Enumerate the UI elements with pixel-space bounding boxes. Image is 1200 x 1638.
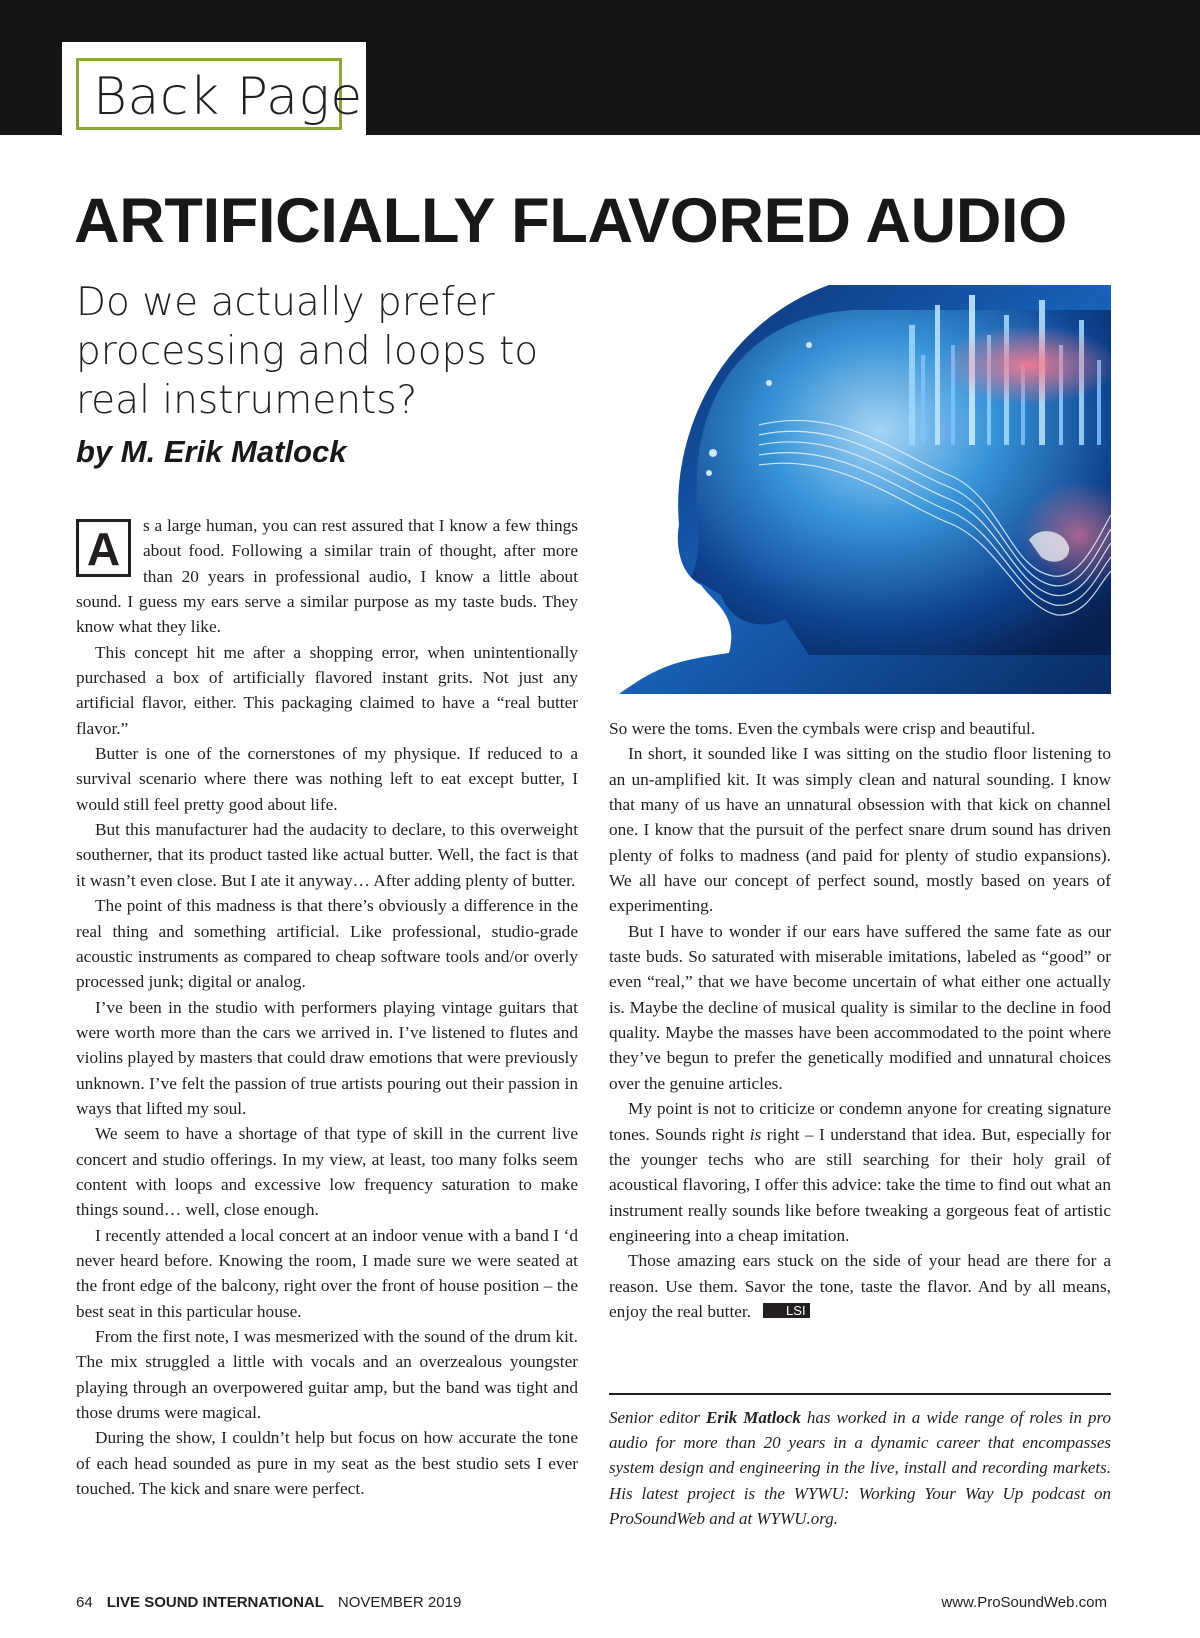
end-mark: LSI (763, 1303, 810, 1318)
page-number: 64 (76, 1594, 93, 1611)
point-text-before: My point is not to criticize or condemn anyone for creating signature tones. Sounds right (609, 1099, 1111, 1144)
paragraph-continuation: So were the toms. Even the cymbals were crisp and beautiful. (609, 719, 1036, 738)
bio-prefix: Senior editor (609, 1408, 707, 1427)
final-paragraph-text: Those amazing ears stuck on the side of your head are there for a reason. Use them. Savor the tone, taste the flavor. And by all means, enjoy the real butter. (609, 1251, 1111, 1321)
paragraph: I recently attended a local concert at an indoor venue with a band I ‘d never heard before. Knowing the room, I made sure we were seated at the front edge of the balcony, right over the front of house position – the best seat in this particular house. (76, 1225, 578, 1321)
paragraph: The point of this madness is that there’s obviously a difference in the real thing and something artificial. Like professional, studio-grade acoustic instruments as compared to cheap software tools and/or overly processed junk; digital or analog. (76, 896, 578, 992)
paragraph-final (609, 1248, 1111, 1324)
section-tab (62, 42, 366, 138)
article-byline: by M. Erik Matlock (76, 434, 347, 469)
magazine-name: LIVE SOUND INTERNATIONAL (106, 1594, 324, 1611)
paragraph-point (609, 1096, 1111, 1248)
footer-left (76, 1593, 461, 1613)
paragraph: But I have to wonder if our ears have suffered the same fate as our taste buds. So saturated with miserable imitations, labeled as “good” or even “real,” that we have become uncertain of what either one actually is. Maybe the decline of musical quality is similar to the decline in food quality. Maybe the masses have been accommodated to the point where they’ve begun to prefer the genetically modified and unnatural choices over the genuine articles. (609, 921, 1111, 1093)
paragraph: But this manufacturer had the audacity to declare, to this overweight southerner, that its product tasted like actual butter. Well, the fact is that it wasn’t even close. But I ate it anyway… After adding plenty of butter. (76, 820, 578, 890)
paragraph: I’ve been in the studio with performers playing vintage guitars that were worth more than the cars we arrived in. I’ve listened to flutes and violins played by masters that could draw emotions that were previously unknown. I’ve felt the passion of true artists pouring out their passion in ways that lifted my soul. (76, 997, 578, 1118)
author-bio (609, 1405, 1111, 1531)
paragraph: We seem to have a shortage of that type of skill in the current live concert and studio offerings. In my view, at least, too many folks seem content with loops and excessive low frequency saturation to make things sound… well, close enough. (76, 1124, 578, 1220)
paragraph: In short, it sounded like I was sitting on the studio floor listening to an un-amplified kit. It was simply clean and natural sounding. I know that many of us have an unnatural obsession with that kick on channel one. I know that the pursuit of the perfect snare drum sound has driven plenty of folks to madness (and paid for plenty of studio expansions). We all have our concept of perfect sound, mostly based on years of experimenting. (609, 744, 1111, 916)
paragraph-opening (76, 513, 578, 640)
point-emphasis: is (749, 1124, 762, 1144)
footer-website[interactable]: www.ProSoundWeb.com (941, 1594, 1107, 1611)
paragraph-opening-text: s a large human, you can rest assured that I know a few things about food. Following a similar train of thought, after more than 20 years in professional audio, I know a little about sound. I guess my ears serve a similar purpose as my taste buds. They know what they like. (76, 516, 578, 637)
point-text-after: right – I understand that idea. But, especially for the younger techs who are still searching for their holy grail of acoustical flavoring, I offer this advice: take the time to find out what an instrument really sounds like before tweaking a gorgeous feat of artistic engineering into a cheap imitation. (609, 1124, 1111, 1245)
paragraph: During the show, I couldn’t help but focus on how accurate the tone of each head sounded as pure in my seat as the best studio sets I ever touched. The kick and snare were perfect. (76, 1428, 578, 1499)
paragraph: Butter is one of the cornerstones of my physique. If reduced to a survival scenario where there was nothing left to eat except butter, I would still feel pretty good about life. (76, 744, 578, 814)
paragraph: From the first note, I was mesmerized with the sound of the drum kit. The mix struggled a little with vocals and an overzealous youngster playing through an overpowered guitar amp, but the band was tight and those drums were magical. (76, 1327, 578, 1423)
article-column-left (76, 513, 578, 1501)
section-label: Back Page (76, 58, 342, 130)
drop-cap: A (76, 519, 131, 577)
bio-text: has worked in a wide range of roles in pro audio for more than 20 years in a dynamic career that encompasses system design and engineering in the live, install and recording markets. His latest project is the WYWU: Working Your Way Up podcast on ProSoundWeb and at WYWU.org. (609, 1408, 1111, 1528)
bio-divider (609, 1393, 1111, 1395)
article-illustration (609, 285, 1111, 694)
issue-date: NOVEMBER 2019 (337, 1594, 462, 1611)
paragraph: This concept hit me after a shopping error, when unintentionally purchased a box of artificially flavored instant grits. Not just any artificial flavor, either. This packaging claimed to have a “real butter flavor.” (76, 642, 578, 738)
article-column-right (609, 716, 1111, 1324)
article-deck: Do we actually prefer processing and loops to real instruments? (76, 280, 539, 423)
article-headline: ARTIFICIALLY FLAVORED AUDIO (74, 186, 1067, 256)
bio-author-name: Erik Matlock (706, 1408, 801, 1427)
